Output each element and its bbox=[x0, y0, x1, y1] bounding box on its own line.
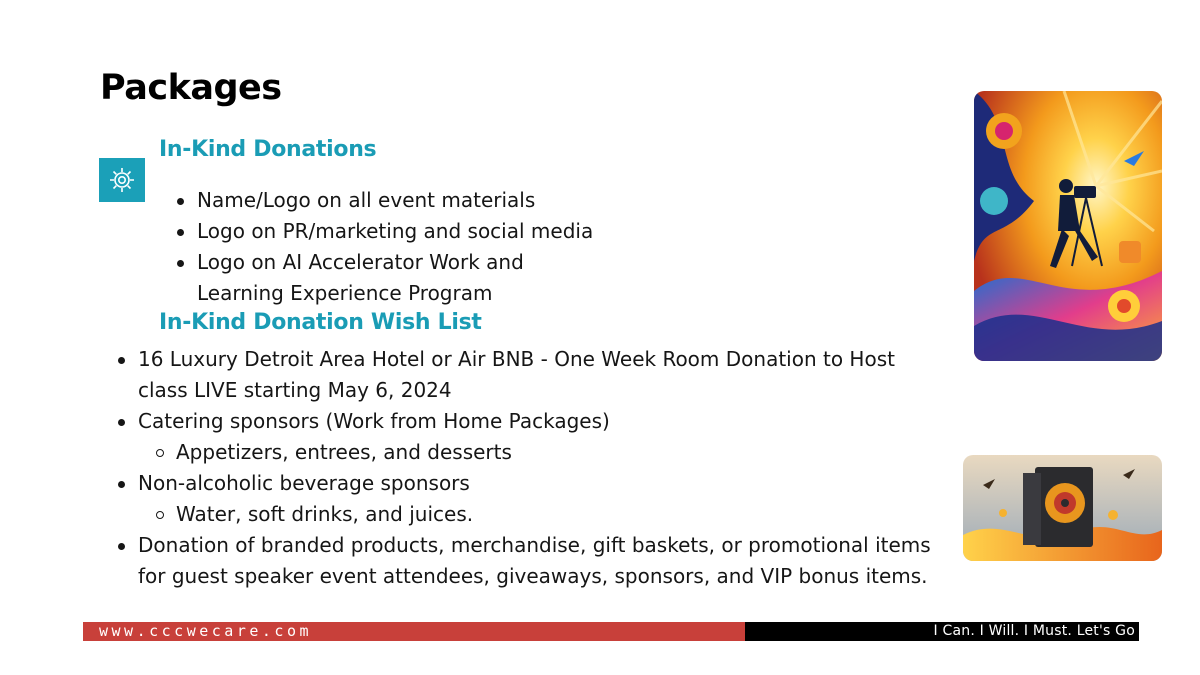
in-kind-list bbox=[175, 185, 593, 309]
list-item: Logo on AI Accelerator Work and bbox=[175, 247, 593, 278]
list-item: Non-alcoholic beverage sponsors bbox=[116, 468, 931, 499]
filmmaker-illustration bbox=[974, 91, 1162, 361]
wish-list bbox=[116, 344, 931, 592]
section-icon-box bbox=[99, 158, 145, 202]
gear-icon bbox=[107, 165, 137, 195]
list-item: Donation of branded products, merchandise, gift baskets, or promotional items for guest speaker event attendees, giveaways, sponsors, and VIP bonus items. bbox=[116, 530, 931, 592]
list-item-continuation: Learning Experience Program bbox=[197, 281, 493, 305]
list-item: Catering sponsors (Work from Home Packages) bbox=[116, 406, 931, 437]
list-item: 16 Luxury Detroit Area Hotel or Air BNB - One Week Room Donation to Host class LIVE starting May 6, 2024 bbox=[116, 344, 931, 406]
sub-list-item: Water, soft drinks, and juices. bbox=[116, 499, 931, 530]
page-title: Packages bbox=[100, 68, 282, 108]
wish-list-heading: In-Kind Donation Wish List bbox=[159, 310, 482, 335]
footer-slogan: I Can. I Will. I Must. Let's Go bbox=[745, 622, 1139, 641]
in-kind-heading: In-Kind Donations bbox=[159, 137, 377, 162]
list-item: Name/Logo on all event materials bbox=[175, 185, 593, 216]
footer-website: www.cccwecare.com bbox=[83, 622, 745, 641]
sub-list-item: Appetizers, entrees, and desserts bbox=[116, 437, 931, 468]
list-item: Logo on PR/marketing and social media bbox=[175, 216, 593, 247]
vault-illustration bbox=[963, 455, 1162, 561]
